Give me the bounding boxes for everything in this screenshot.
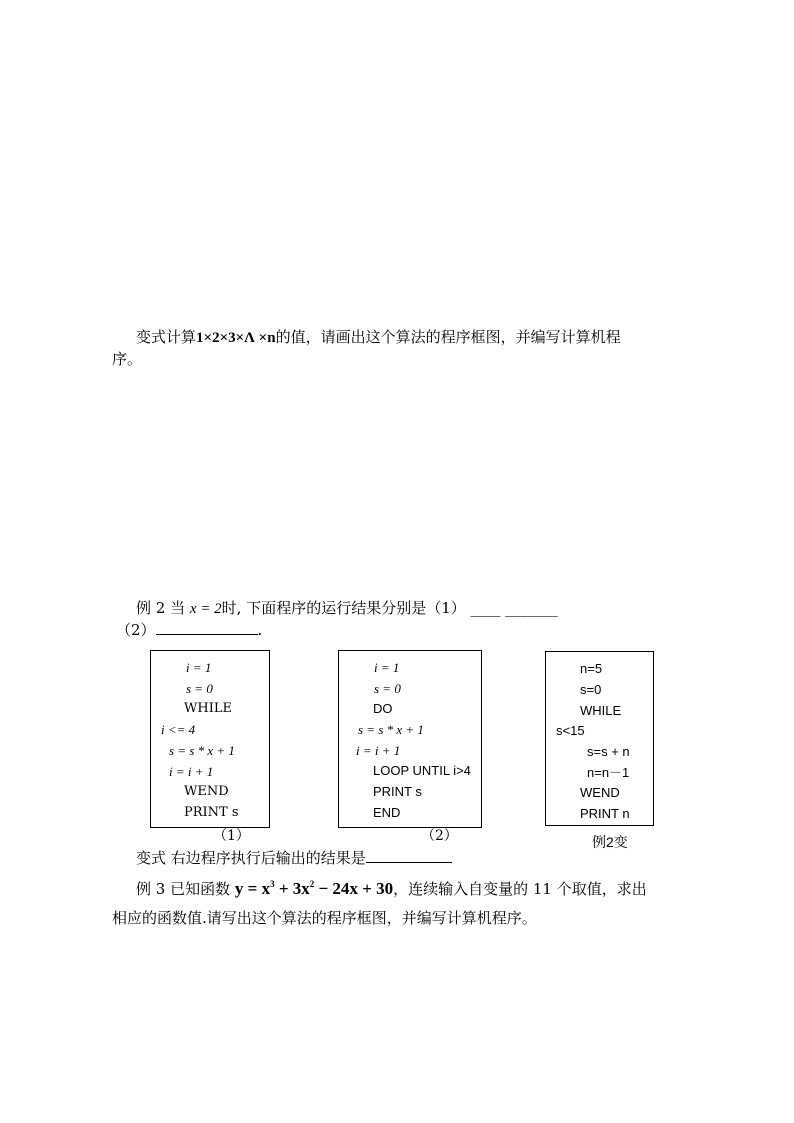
- program2-line: DO: [373, 701, 393, 716]
- program-box-1: [150, 650, 270, 828]
- variant1-formula: 1×2×3×Λ ×n: [196, 330, 276, 346]
- program2-line: s = 0: [374, 681, 401, 696]
- variant2-line: [136, 847, 452, 868]
- example3-formula: [235, 879, 393, 898]
- program1-line: i = 1: [186, 660, 212, 675]
- example2-line1: [136, 597, 558, 618]
- program3-caption: 例2变: [592, 834, 628, 850]
- program1-caption: （1）: [213, 828, 250, 844]
- program1-line: PRINT s: [184, 805, 239, 820]
- example3-lead: 例 3 已知函数: [136, 880, 231, 898]
- program3-line: s=0: [580, 682, 602, 697]
- variant1-suffix: 的值，请画出这个算法的程序框图，并编写计算机程: [275, 328, 621, 346]
- program3-line: WEND: [580, 785, 620, 800]
- example2-condition: x = 2: [189, 601, 222, 617]
- example3-line1: [136, 878, 647, 899]
- formula-minus: − 24: [318, 879, 350, 898]
- program1-line: WEND: [184, 784, 229, 799]
- program2-line: i = i + 1: [356, 743, 401, 758]
- formula-plus2: + 30: [362, 879, 394, 898]
- formula-eq: =: [247, 879, 258, 898]
- program1-line: s = 0: [186, 681, 213, 696]
- example2-blank1: ____ _______: [470, 599, 558, 617]
- program3-line: n=5: [580, 661, 603, 676]
- variant1-prefix: 变式计算: [136, 328, 197, 346]
- program2-caption: （2）: [421, 828, 458, 844]
- formula-plus1: + 3: [278, 879, 302, 898]
- example3-text1: ，连续输入自变量的 11 个取值，求出: [393, 880, 647, 898]
- example2-end: .: [257, 621, 263, 639]
- variant2-blank: [366, 848, 452, 863]
- program2-line: END: [373, 805, 401, 820]
- program1-line: i = i + 1: [169, 764, 214, 779]
- program1-line: s = s * x + 1: [169, 743, 235, 758]
- program2-line: s = s * x + 1: [358, 722, 424, 737]
- example2-lead: 例 2 当: [136, 599, 186, 617]
- example3-line2: 相应的函数值.请写出这个算法的程序框图，并编写计算机程序。: [112, 909, 537, 927]
- program2-line: i = 1: [374, 660, 400, 675]
- program2-line: LOOP UNTIL i>4: [373, 763, 471, 778]
- formula-x3: x: [349, 879, 358, 898]
- formula-exp2: 2: [309, 879, 315, 889]
- program2-line: PRINT s: [373, 784, 422, 799]
- formula-x1: x: [261, 879, 271, 898]
- program1-line: i <= 4: [161, 722, 196, 737]
- program3-line: WHILE: [580, 703, 622, 718]
- example2-text: 时, 下面程序的运行结果分别是（1）: [221, 599, 466, 617]
- formula-y: y: [234, 879, 244, 898]
- program-box-2: [338, 650, 482, 828]
- variant2-text: 变式 右边程序执行后输出的结果是: [136, 849, 366, 867]
- formula-exp1: 3: [270, 879, 275, 889]
- example2-blank2: [156, 620, 258, 635]
- program3-line: PRINT n: [580, 806, 630, 821]
- program-box-3: [545, 651, 654, 826]
- formula-x2: x: [301, 879, 310, 898]
- program3-line: s=s + n: [587, 744, 630, 759]
- variant1-line1: [136, 326, 621, 347]
- program3-line: n=n－1: [587, 765, 630, 780]
- program3-line: s<15: [556, 723, 585, 738]
- example2-line2: [116, 619, 262, 640]
- variant1-line2: 序。: [112, 350, 143, 368]
- program1-line: WHILE: [184, 701, 232, 716]
- example2-label2: （2）: [116, 621, 156, 639]
